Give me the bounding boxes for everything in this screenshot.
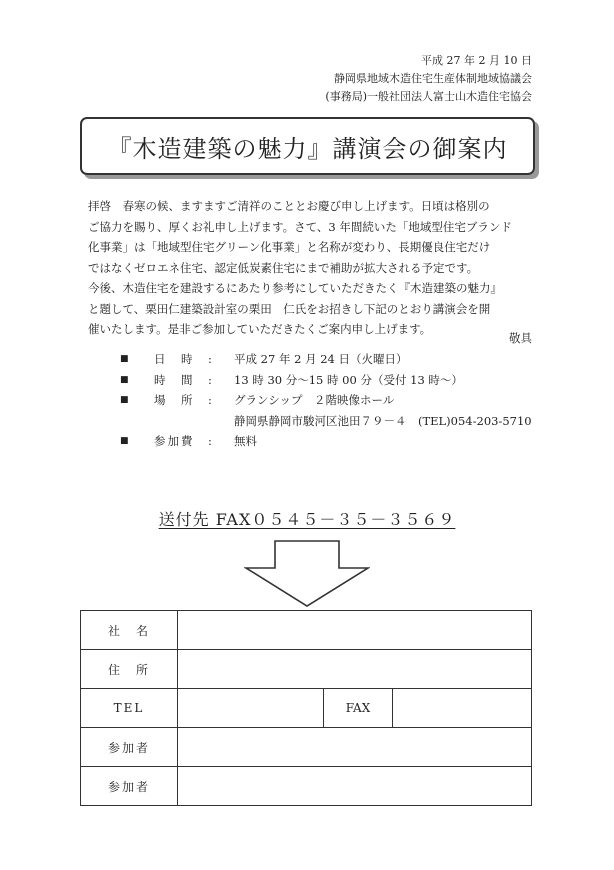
bullet-icon: ■ — [120, 374, 129, 385]
closing-word: 敬具 — [509, 331, 532, 345]
colon: : — [208, 352, 212, 366]
company-field[interactable] — [178, 611, 532, 650]
bullet-icon: ■ — [120, 395, 129, 405]
body-text — [88, 196, 528, 340]
down-arrow-icon — [244, 540, 370, 608]
time-value: 13 時 30 分～15 時 00 分（受付 13 時～） — [234, 372, 463, 387]
organization-name: 静岡県地域木造住宅生産体制地域協議会 — [334, 72, 532, 85]
body-line: 催いたします。是非ご参加していただきたくご案内申し上げます。 — [88, 322, 432, 336]
place-address: 静岡県静岡市駿河区池田７９－４ (TEL)054-203-5710 — [234, 413, 532, 428]
fee-label: 参加費 — [154, 434, 195, 448]
form-row-participant — [81, 728, 532, 767]
time-label: 時 間 — [154, 372, 195, 387]
date-value: 平成 27 年 2 月 24 日（火曜日） — [234, 352, 408, 366]
fee-value: 無料 — [234, 434, 257, 448]
body-line: 今後、木造住宅を建設するにあたり参考にしていただきたく『木造建築の魅力』 — [88, 281, 502, 295]
fax-number: 送付先 FAX０５４５－３５－３５６９ — [158, 510, 456, 529]
bullet-icon: ■ — [120, 354, 129, 364]
participant-field[interactable] — [178, 728, 532, 767]
address-field[interactable] — [178, 650, 532, 689]
reply-form — [80, 610, 532, 806]
place-value: グランシップ ２階映像ホール — [234, 393, 395, 407]
issue-date: 平成 27 年 2 月 10 日 — [421, 54, 532, 67]
body-line: 拝啓 春寒の候、ますますご清祥のこととお慶び申し上げます。日頃は格別の — [88, 199, 490, 213]
date-label: 日 時 — [154, 352, 195, 366]
event-details — [120, 349, 532, 452]
participant-label: 参加者 — [81, 728, 178, 767]
body-line: 化事業」は「地域型住宅グリーン化事業」と名称が変わり、長期優良住宅だけ — [88, 240, 491, 254]
place-label: 場 所 — [154, 393, 195, 407]
company-label: 社 名 — [81, 611, 178, 650]
fax-destination — [0, 507, 614, 530]
detail-place — [120, 390, 532, 411]
bullet-icon: ■ — [120, 436, 129, 446]
detail-address — [120, 411, 532, 432]
office-name: (事務局)一般社団法人富士山木造住宅協会 — [325, 90, 532, 103]
colon: : — [208, 372, 212, 387]
title-box — [80, 117, 535, 175]
tel-label: TEL — [81, 689, 178, 728]
detail-fee — [120, 431, 532, 452]
page-title: 『木造建築の魅力』講演会の御案内 — [107, 134, 508, 163]
participant-label: 参加者 — [81, 767, 178, 806]
fax-field[interactable] — [393, 689, 532, 728]
address-label: 住 所 — [81, 650, 178, 689]
body-line: ではなくゼロエネ住宅、認定低炭素住宅にまで補助が拡大される予定です。 — [88, 260, 479, 275]
form-row-participant — [81, 767, 532, 806]
body-line: と題して、栗田仁建築設計室の栗田 仁氏をお招きし下記のとおり講演会を開 — [88, 301, 491, 316]
colon: : — [208, 393, 212, 407]
detail-time — [120, 370, 532, 391]
form-row-phone — [81, 689, 532, 728]
body-line: ご協力を賜り、厚くお礼申し上げます。さて、3 年間続いた「地域型住宅ブランド — [88, 219, 512, 234]
colon: : — [208, 434, 212, 448]
form-row-company — [81, 611, 532, 650]
participant-field[interactable] — [178, 767, 532, 806]
tel-field[interactable] — [178, 689, 324, 728]
detail-date — [120, 349, 532, 370]
fax-label: FAX — [324, 689, 393, 728]
form-row-address — [81, 650, 532, 689]
